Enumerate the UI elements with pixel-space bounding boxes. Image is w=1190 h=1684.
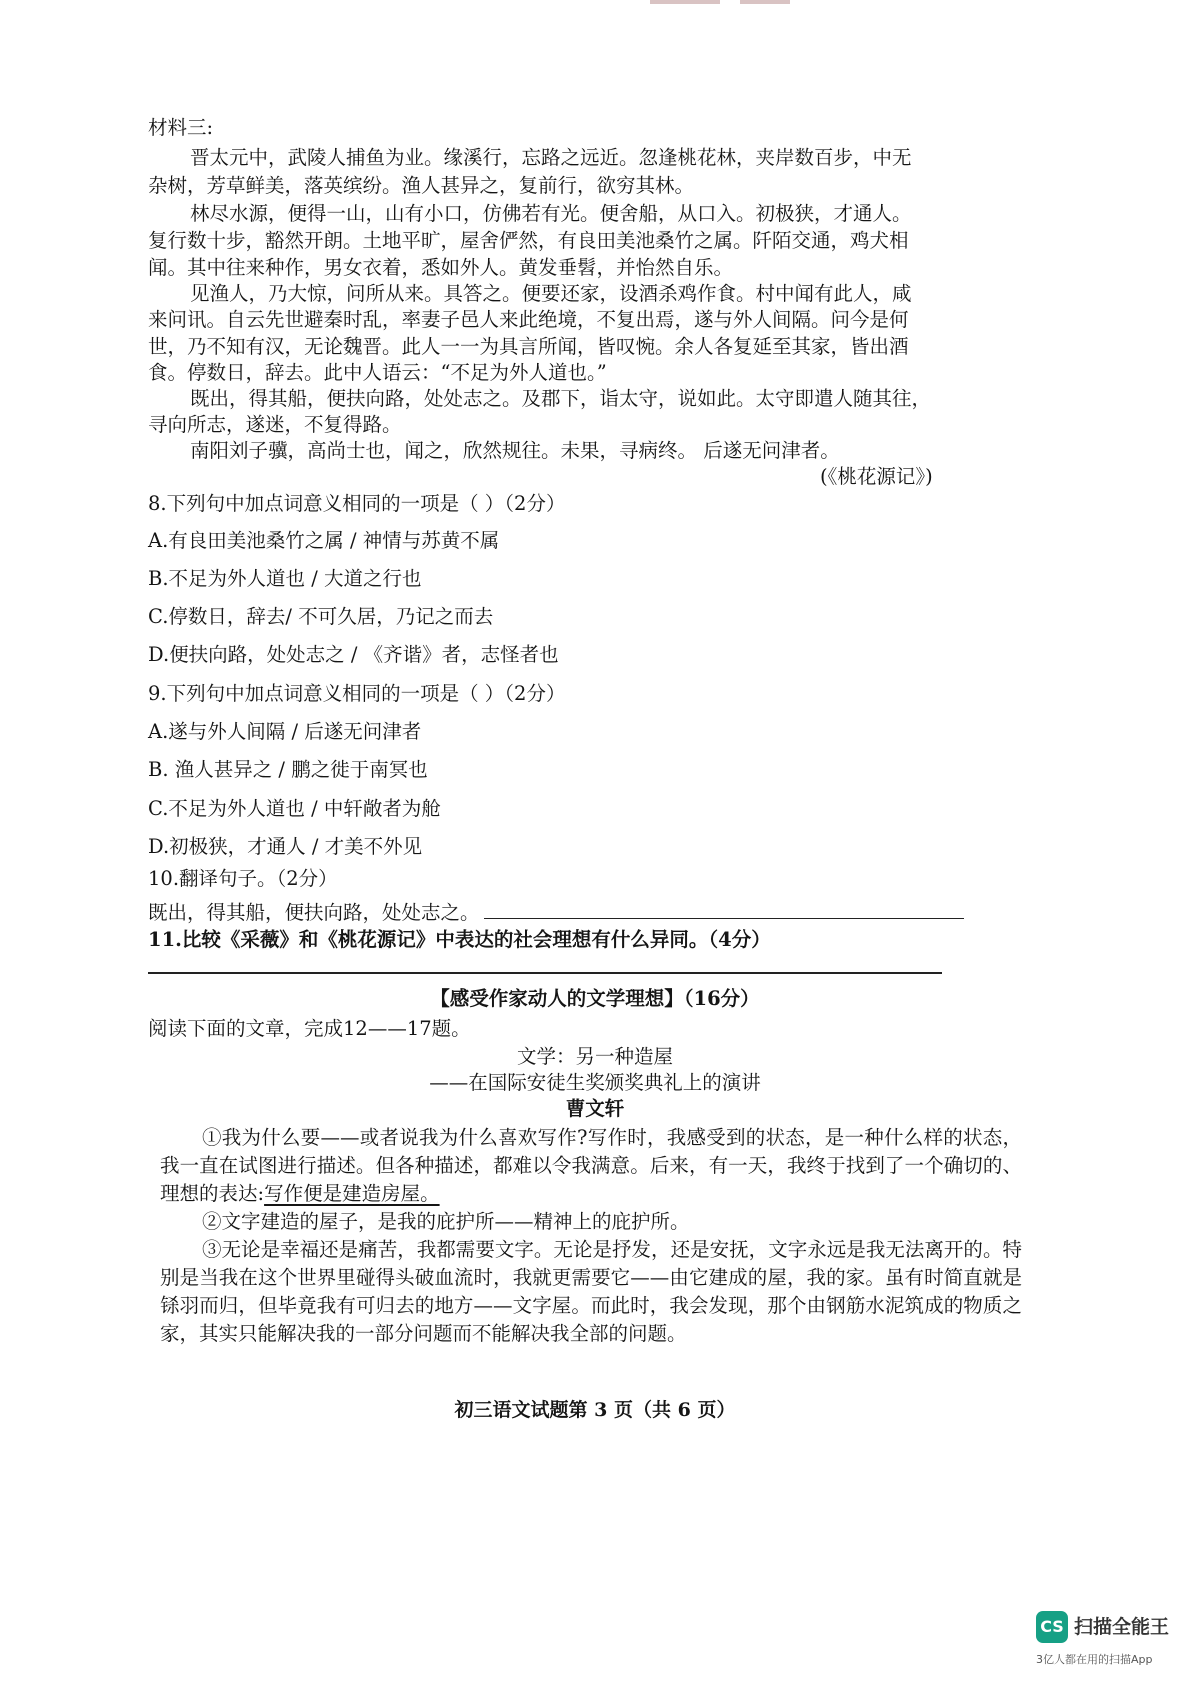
passage-line: 见渔人，乃大惊，问所从来。具答之。便要还家，设酒杀鸡作食。村中闻有此人，咸 xyxy=(190,282,912,305)
watermark-name: 扫描全能王 xyxy=(1074,1616,1170,1638)
watermark-slogan: 3亿人都在用的扫描App xyxy=(1036,1653,1153,1666)
camscanner-logo-icon: CS xyxy=(1036,1611,1068,1643)
section-divider xyxy=(148,972,942,974)
question-10-stem: 10.翻译句子。（2分） xyxy=(148,867,338,890)
question-9-option-d: D.初极狭，才通人 / 才美不外见 xyxy=(148,835,423,858)
scan-artifact xyxy=(650,0,720,4)
question-8-stem: 8.下列句中加点词意义相同的一项是（ ）（2分） xyxy=(148,492,566,515)
passage-line: 林尽水源，便得一山，山有小口，仿佛若有光。便舍船，从口入。初极狭，才通人。 xyxy=(190,202,912,225)
question-9-option-c: C.不足为外人道也 / 中轩敞者为舱 xyxy=(148,797,441,820)
question-8-option-b: B.不足为外人道也 / 大道之行也 xyxy=(148,567,422,590)
passage-source: (《桃花源记》) xyxy=(820,465,933,488)
passage-line: 杂树，芳草鲜美，落英缤纷。渔人甚异之，复前行，欲穷其林。 xyxy=(148,174,695,197)
translate-sentence: 既出，得其船，便扶向路，处处志之。 xyxy=(148,901,480,924)
question-8-option-a: A.有良田美池桑竹之属 / 神情与苏黄不属 xyxy=(148,529,500,552)
question-11-stem: 11.比较《采薇》和《桃花源记》中表达的社会理想有什么异同。（4分） xyxy=(148,928,771,951)
article-paragraph-1 xyxy=(160,1124,1022,1208)
material-heading: 材料三: xyxy=(148,116,214,139)
question-8-option-c: C.停数日，辞去/ 不可久居，乃记之而去 xyxy=(148,605,494,628)
article-title: 文学：另一种造屋 xyxy=(516,1045,673,1068)
section-instruction: 阅读下面的文章，完成12——17题。 xyxy=(148,1017,471,1040)
question-10-sentence xyxy=(148,896,964,927)
paragraph-text: ①我为什么要——或者说我为什么喜欢写作?写作时，我感受到的状态，是一种什么样的状态，我一直在试图进行描述。但各种描述，都难以令我满意。后来，有一天，我终于找到了一个确切的、理想的表达: xyxy=(160,1126,1022,1205)
article-paragraph-2: ②文字建造的屋子，是我的庇护所——精神上的庇护所。 xyxy=(202,1210,690,1233)
underlined-sentence: 写作便是建造房屋。 xyxy=(264,1182,440,1205)
question-8-option-d: D.便扶向路，处处志之 / 《齐谐》者，志怪者也 xyxy=(148,643,559,666)
question-9-stem: 9.下列句中加点词意义相同的一项是（ ）（2分） xyxy=(148,682,566,705)
passage-line: 世，乃不知有汉，无论魏晋。此人一一为具言所闻，皆叹惋。余人各复延至其家，皆出酒 xyxy=(148,335,909,358)
passage-line: 寻向所志，遂迷，不复得路。 xyxy=(148,413,402,436)
passage-line: 复行数十步，豁然开朗。土地平旷，屋舍俨然，有良田美池桑竹之属。阡陌交通，鸡犬相 xyxy=(148,229,909,252)
question-9-option-a: A.遂与外人间隔 / 后遂无问津者 xyxy=(148,720,422,743)
page-footer: 初三语文试题第 3 页（共 6 页） xyxy=(454,1399,736,1421)
scan-artifact xyxy=(740,0,790,4)
section-title: 【感受作家动人的文学理想】（16分） xyxy=(430,987,760,1010)
article-paragraph-3: ③无论是幸福还是痛苦，我都需要文字。无论是抒发，还是安抚，文字永远是我无法离开的。特别是当我在这个世界里碰得头破血流时，我就更需要它——由它建成的屋，我的家。虽有时简直就是铩羽而归，但毕竟我有可归去的地方——文字屋。而此时，我会发现，那个由钢筋水泥筑成的物质之家，其实只能解决我的一部分问题而不能解决我全部的问题。 xyxy=(160,1238,1022,1345)
passage-line: 南阳刘子骥，高尚士也，闻之，欣然规往。未果，寻病终。 后遂无问津者。 xyxy=(190,439,840,462)
passage-line: 既出，得其船，便扶向路，处处志之。及郡下，诣太守，说如此。太守即遣人随其往， xyxy=(190,387,932,410)
passage-line: 来问讯。自云先世避秦时乱，率妻子邑人来此绝境，不复出焉，遂与外人间隔。问今是何 xyxy=(148,308,909,331)
article-author: 曹文轩 xyxy=(565,1097,625,1120)
article-subtitle: ——在国际安徒生奖颁奖典礼上的演讲 xyxy=(429,1071,761,1094)
scanner-watermark xyxy=(1036,1609,1186,1679)
passage-line: 晋太元中，武陵人捕鱼为业。缘溪行，忘路之远近。忽逢桃花林，夹岸数百步，中无 xyxy=(190,146,912,169)
passage-line: 食。停数日，辞去。此中人语云：“不足为外人道也。” xyxy=(148,361,607,384)
question-9-option-b: B. 渔人甚异之 / 鹏之徙于南冥也 xyxy=(148,758,428,781)
passage-line: 闻。其中往来种作，男女衣着，悉如外人。黄发垂髫，并怡然自乐。 xyxy=(148,256,734,279)
answer-blank[interactable] xyxy=(484,896,964,919)
